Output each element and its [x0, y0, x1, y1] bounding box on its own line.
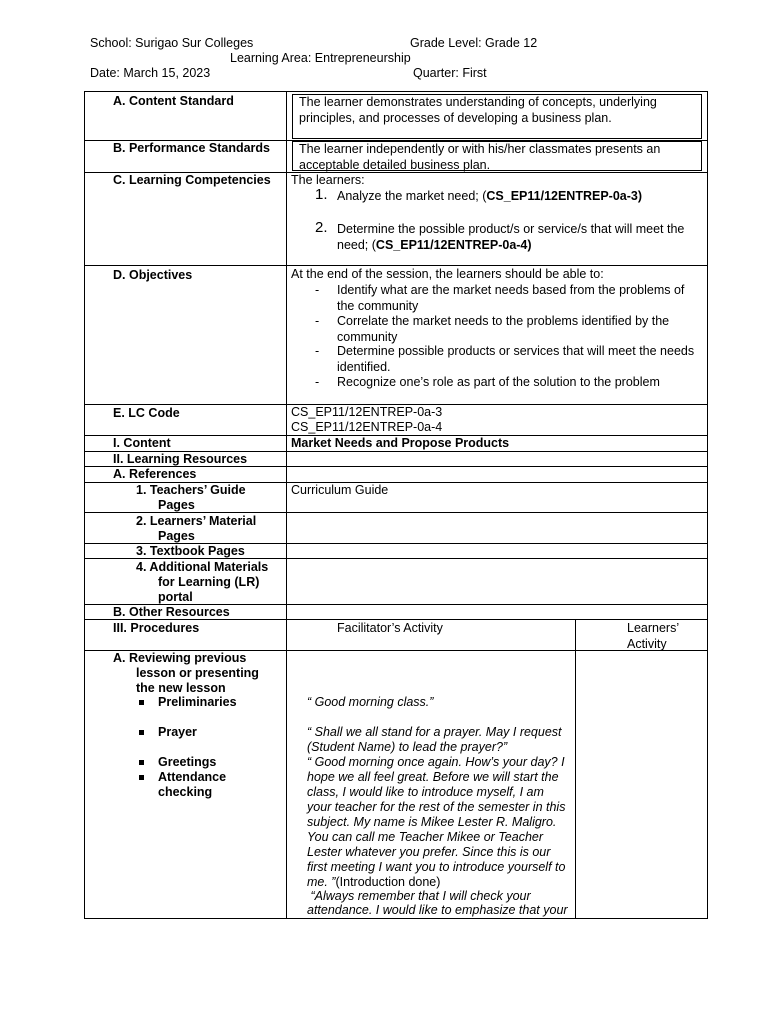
- content-standard-label: A. Content Standard: [113, 94, 234, 108]
- competency-item-2: [315, 219, 705, 254]
- objective-item: - Correlate the market needs to the problems identified by the community: [315, 314, 670, 344]
- learning-area: Learning Area: Entrepreneurship: [230, 51, 411, 65]
- content-standard-value: The learner demonstrates understanding of concepts, underlying principles, and processes of developing a business plan.: [299, 95, 657, 125]
- competency-text: Determine the possible product/s or service/s that will meet the need; (CS_EP11/12ENTREP-0a-4): [337, 222, 685, 252]
- procedures-label: III. Procedures: [113, 621, 200, 635]
- objective-item: - Determine possible products or services that will meet the needs identified.: [315, 344, 695, 374]
- facilitator-line: “ Good morning class.”: [307, 695, 434, 709]
- competency-number: 1.: [315, 186, 328, 203]
- references-label: A. References: [113, 467, 197, 481]
- competencies-intro: The learners:: [291, 173, 365, 187]
- competency-number: 2.: [315, 219, 328, 236]
- school-name: School: Surigao Sur Colleges: [90, 36, 254, 50]
- facilitator-line: attendance. I would like to emphasize that your: [307, 903, 568, 917]
- lc-code-1: CS_EP11/12ENTREP-0a-3: [291, 405, 443, 419]
- competency-text: Analyze the market need; (CS_EP11/12ENTREP-0a-3): [337, 189, 643, 203]
- facilitator-line: (Student Name) to lead the prayer?”: [307, 740, 508, 754]
- content-label: I. Content: [113, 436, 171, 450]
- content-value: Market Needs and Propose Products: [291, 436, 510, 450]
- quarter: Quarter: First: [413, 66, 487, 80]
- learners-material-label: 2. Learners’ Material Pages: [136, 514, 257, 543]
- teachers-guide-value: Curriculum Guide: [291, 483, 389, 497]
- additional-materials-label: 4. Additional Materials for Learning (LR) portal: [136, 560, 269, 604]
- performance-standards-value: The learner independently or with his/her classmates presents an acceptable detailed business plan.: [299, 142, 661, 172]
- lc-code-2: CS_EP11/12ENTREP-0a-4: [291, 420, 443, 434]
- grade-level: Grade Level: Grade 12: [410, 36, 538, 50]
- facilitator-line: first meeting I want you to introduce yourself to: [307, 860, 566, 874]
- other-resources-label: B. Other Resources: [113, 605, 230, 619]
- facilitator-line: me. ”(Introduction done): [307, 875, 441, 889]
- facilitator-activity-header: Facilitator’s Activity: [337, 621, 443, 635]
- objectives-label: D. Objectives: [113, 268, 193, 282]
- facilitator-line: You can call me Teacher Mikee or Teacher: [307, 830, 544, 844]
- learning-competencies-label: C. Learning Competencies: [113, 173, 271, 187]
- facilitator-line: your teacher for the rest of the semester in this: [307, 800, 566, 814]
- greetings-label: Greetings: [158, 755, 217, 769]
- facilitator-line: “ Good morning once again. How’s your day? I: [307, 755, 565, 769]
- preliminaries-label: Preliminaries: [158, 695, 237, 709]
- attendance-label: Attendance checking: [158, 770, 227, 799]
- facilitator-line: Lester whatever you prefer. Since this is our: [307, 845, 551, 859]
- bullet-icon: [139, 730, 144, 735]
- date: Date: March 15, 2023: [90, 66, 211, 80]
- competency-item-1: [315, 186, 705, 205]
- bullet-icon: [139, 700, 144, 705]
- bullet-icon: [139, 760, 144, 765]
- learning-resources-label: II. Learning Resources: [113, 452, 248, 466]
- objective-item: - Recognize one’s role as part of the solution to the problem: [315, 375, 660, 389]
- facilitator-line: “ Shall we all stand for a prayer. May I request: [307, 725, 562, 739]
- facilitator-line: subject. My name is Mikee Lester R. Maligro.: [307, 815, 557, 829]
- teachers-guide-label: 1. Teachers’ Guide Pages: [136, 483, 246, 512]
- reviewing-lesson-label: A. Reviewing previous lesson or presenting the new lesson: [113, 651, 259, 695]
- facilitator-line: hope we all feel great. Before we will start the: [307, 770, 559, 784]
- facilitator-line: “Always remember that I will check your: [307, 889, 531, 903]
- prayer-label: Prayer: [158, 725, 197, 739]
- facilitator-line: class, I would like to introduce myself, I am: [307, 785, 544, 799]
- learners-activity-header: Learners’ Activity: [627, 621, 680, 651]
- bullet-icon: [139, 775, 144, 780]
- performance-standards-label: B. Performance Standards: [113, 141, 270, 155]
- lc-code-label: E. LC Code: [113, 406, 180, 420]
- objective-item: - Identify what are the market needs based from the problems of the community: [315, 283, 685, 313]
- objectives-intro: At the end of the session, the learners should be able to:: [291, 267, 604, 281]
- textbook-pages-label: 3. Textbook Pages: [136, 544, 245, 558]
